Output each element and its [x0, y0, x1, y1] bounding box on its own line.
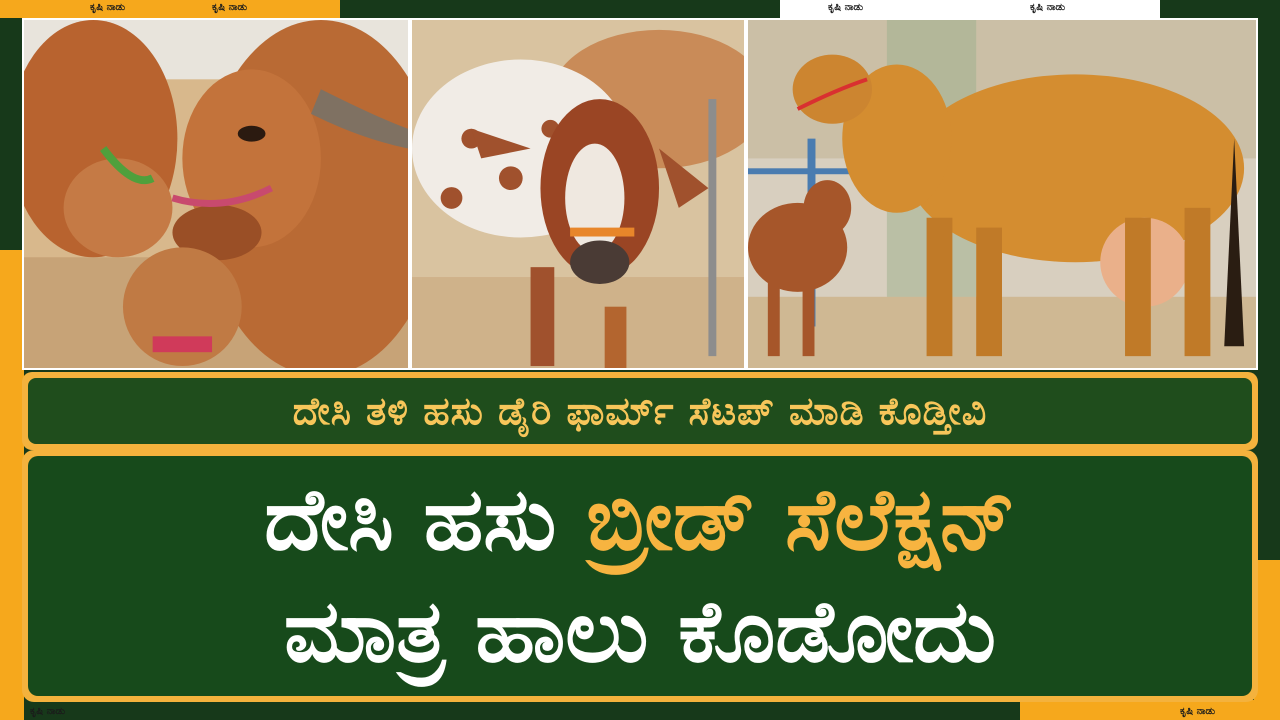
headline-line-2: ಮಾತ್ರ ಹಾಲು ಕೊಡೋದು: [283, 582, 997, 682]
headline-box: [22, 450, 1258, 702]
frame-accent-left: [0, 250, 24, 720]
subtitle-banner: [22, 372, 1258, 450]
watermark: ಕೃಷಿ ನಾಡು: [30, 706, 66, 717]
subtitle-text: ದೇಸಿ ತಳಿ ಹಸು ಡೈರಿ ಫಾರ್ಮ್ ಸೆಟಪ್ ಮಾಡಿ ಕೊಡ್ತೀವಿ: [292, 388, 988, 433]
watermark: ಕೃಷಿ ನಾಡು: [212, 2, 248, 13]
frame-accent-bottom-right: [1020, 700, 1280, 720]
photo-red-cattle-pair: [22, 18, 410, 370]
watermark: ಕೃಷಿ ನಾಡು: [1180, 706, 1216, 717]
headline-line-1-gold: ಬ್ರೀಡ್ ಸೆಲೆಕ್ಷನ್: [586, 470, 1016, 570]
watermark: ಕೃಷಿ ನಾಡು: [1030, 2, 1066, 13]
photo-spotted-calf: [410, 18, 746, 370]
photo-cow-with-calf: [746, 18, 1258, 370]
headline-line-1: [264, 464, 1015, 576]
subtitle-panel: [28, 378, 1252, 444]
headline-line-1-white: ದೇಸಿ ಹಸು: [264, 470, 557, 570]
watermark: ಕೃಷಿ ನಾಡು: [828, 2, 864, 13]
headline-panel: [28, 456, 1252, 696]
watermark: ಕೃಷಿ ನಾಡು: [90, 2, 126, 13]
frame-accent-top-left: [0, 0, 340, 18]
